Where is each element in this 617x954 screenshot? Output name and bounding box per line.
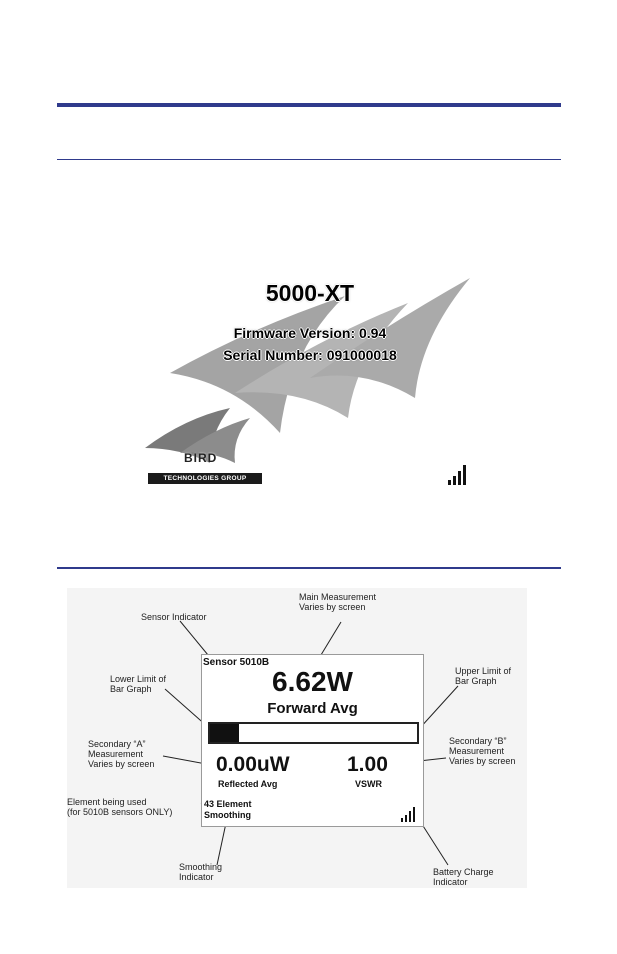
battery-charge-bars-icon [448, 463, 470, 485]
serial-number: Serial Number: 091000018 [223, 347, 397, 363]
section-rule [57, 567, 561, 569]
meter-display [201, 654, 424, 827]
callout-lower-limit: Lower Limit of Bar Graph [110, 674, 167, 694]
smoothing-indicator: Smoothing [204, 810, 251, 820]
splash-screen [140, 268, 480, 493]
callout-main-measurement: Main Measurement Varies by screen [299, 592, 377, 612]
callout-smoothing-indicator: Smoothing Indicator [179, 862, 223, 882]
main-measurement-value: 6.62W [272, 666, 353, 697]
callout-battery-indicator: Battery Charge Indicator [433, 867, 494, 887]
logo-tagline: TECHNOLOGIES GROUP [148, 473, 262, 484]
model-name: 5000-XT [265, 280, 355, 306]
secondary-b-label: VSWR [355, 779, 382, 789]
display-diagram [67, 588, 527, 888]
callout-sensor-indicator: Sensor Indicator [141, 612, 207, 622]
main-measurement-label: Forward Avg [267, 700, 358, 717]
section-rule [57, 159, 561, 160]
bar-graph [208, 722, 419, 744]
secondary-b-value: 1.00 [347, 753, 388, 776]
callout-upper-limit: Upper Limit of Bar Graph [455, 666, 512, 686]
battery-charge-bars-icon [401, 806, 417, 822]
callout-secondary-b: Secondary “B” Measurement Varies by screen [449, 736, 516, 766]
section-rule-top [57, 103, 561, 107]
secondary-a-label: Reflected Avg [218, 779, 278, 789]
firmware-version: Firmware Version: 0.94 [233, 325, 387, 341]
secondary-a-value: 0.00uW [216, 753, 290, 776]
bar-graph-fill [210, 724, 239, 742]
element-indicator: 43 Element [204, 799, 252, 809]
sensor-indicator: Sensor 5010B [203, 657, 270, 668]
callout-secondary-a: Secondary “A” Measurement Varies by screen [88, 739, 155, 769]
logo-name: BIRD [184, 451, 218, 465]
callout-element-used: Element being used (for 5010B sensors ONLY) [67, 797, 173, 817]
